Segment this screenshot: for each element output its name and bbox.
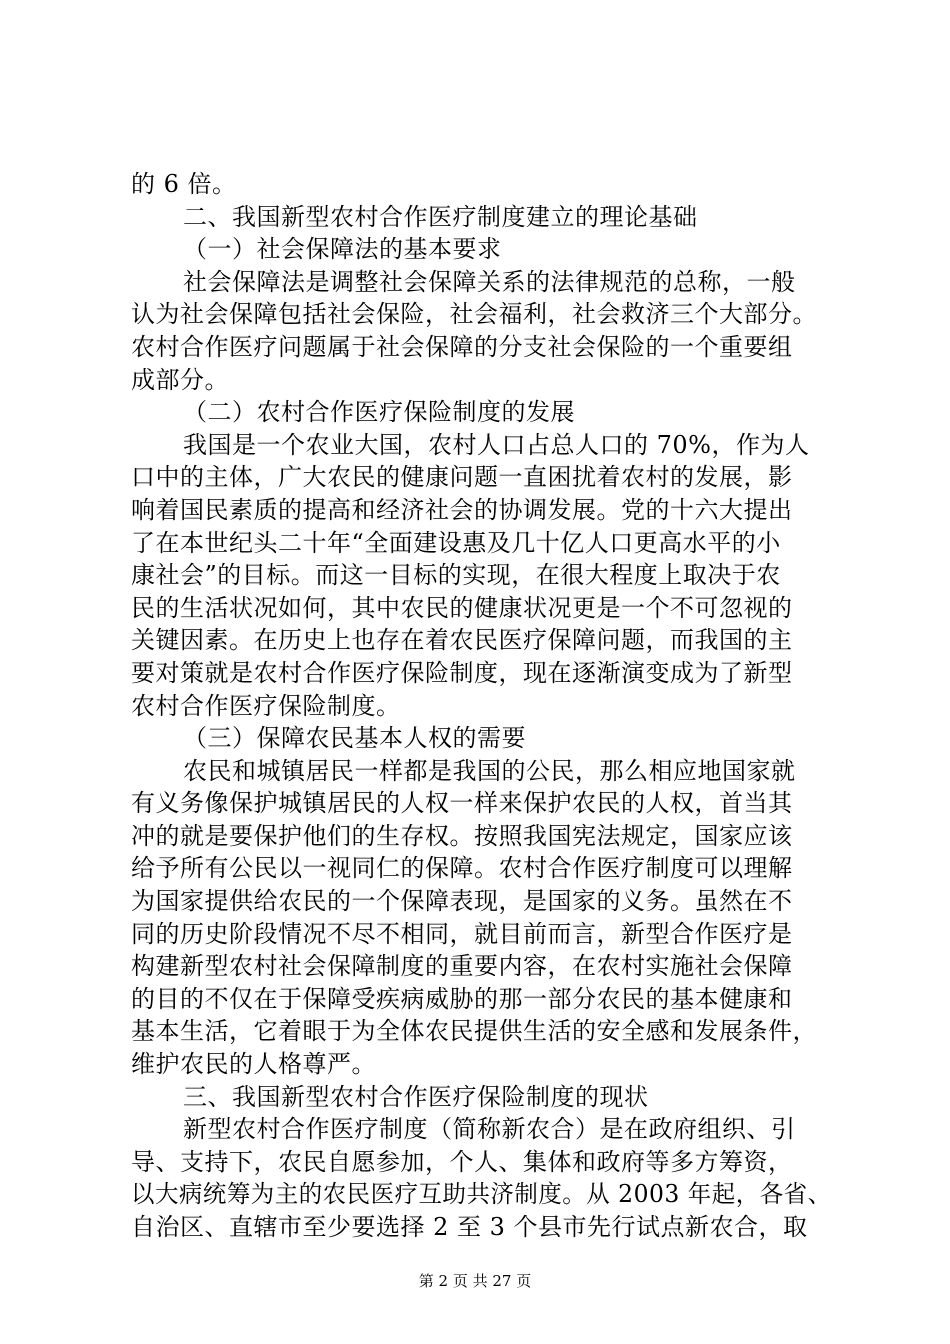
text-line: 康社会”的目标。而这一目标的实现，在很大程度上取决于农: [131, 561, 781, 590]
text-line: 成部分。: [131, 365, 229, 394]
text-line: 认为社会保障包括社会保险，社会福利，社会救济三个大部分。: [131, 300, 817, 329]
text-line: 农村合作医疗保险制度。: [131, 691, 401, 720]
text-line: 农民和城镇居民一样都是我国的公民，那么相应地国家就: [183, 756, 796, 785]
text-line: 基本生活，它着眼于为全体农民提供生活的安全感和发展条件，: [131, 1017, 817, 1046]
text-line: 口中的主体，广大农民的健康问题一直困扰着农村的发展，影: [131, 463, 793, 492]
text-line: 有义务像保护城镇居民的人权一样来保护农民的人权，首当其: [131, 789, 793, 818]
text-line: 为国家提供给农民的一个保障表现，是国家的义务。虽然在不: [131, 887, 793, 916]
text-line: 三、我国新型农村合作医疗保险制度的现状: [183, 1082, 649, 1111]
text-line: 社会保障法是调整社会保障关系的法律规范的总称，一般: [183, 267, 796, 296]
text-line: （一）社会保障法的基本要求: [183, 235, 502, 264]
text-line: 新型农村合作医疗制度（简称新农合）是在政府组织、引: [183, 1115, 796, 1144]
text-line: 给予所有公民以一视同仁的保障。农村合作医疗制度可以理解: [131, 854, 793, 883]
text-line: 同的历史阶段情况不尽不相同，就目前而言，新型合作医疗是: [131, 919, 793, 948]
text-line: 我国是一个农业大国，农村人口占总人口的 70%，作为人: [183, 430, 810, 459]
text-line: 二、我国新型农村合作医疗制度建立的理论基础: [183, 202, 698, 231]
text-line: 导、支持下，农民自愿参加，个人、集体和政府等多方筹资，: [131, 1147, 793, 1176]
text-line: （二）农村合作医疗保险制度的发展: [183, 398, 575, 427]
text-line: 了在本世纪头二十年“全面建设惠及几十亿人口更高水平的小: [131, 528, 781, 557]
text-line: 要对策就是农村合作医疗保险制度，现在逐渐演变成为了新型: [131, 658, 793, 687]
text-line: 响着国民素质的提高和经济社会的协调发展。党的十六大提出: [131, 495, 793, 524]
text-line: 民的生活状况如何，其中农民的健康状况更是一个不可忽视的: [131, 593, 793, 622]
text-line: 冲的就是要保护他们的生存权。按照我国宪法规定，国家应该: [131, 821, 793, 850]
text-line: 关键因素。在历史上也存在着农民医疗保障问题，而我国的主: [131, 626, 793, 655]
text-line: 自治区、直辖市至少要选择 2 至 3 个县市先行试点新农合，取: [131, 1213, 808, 1241]
body-text: [131, 168, 831, 1244]
text-line: 的目的不仅在于保障受疾病威胁的那一部分农民的基本健康和: [131, 984, 793, 1013]
text-line: （三）保障农民基本人权的需要: [183, 724, 526, 753]
text-line: 农村合作医疗问题属于社会保障的分支社会保险的一个重要组: [131, 332, 793, 361]
text-line: 维护农民的人格尊严。: [131, 1050, 376, 1079]
text-line: 构建新型农村社会保障制度的重要内容，在农村实施社会保障: [131, 952, 793, 981]
text-line: 以大病统筹为主的农民医疗互助共济制度。从 2003 年起，各省、: [131, 1180, 832, 1209]
text-line: 的 6 倍。: [131, 170, 237, 198]
page-footer: 第 2 页 共 27 页: [418, 1272, 532, 1290]
